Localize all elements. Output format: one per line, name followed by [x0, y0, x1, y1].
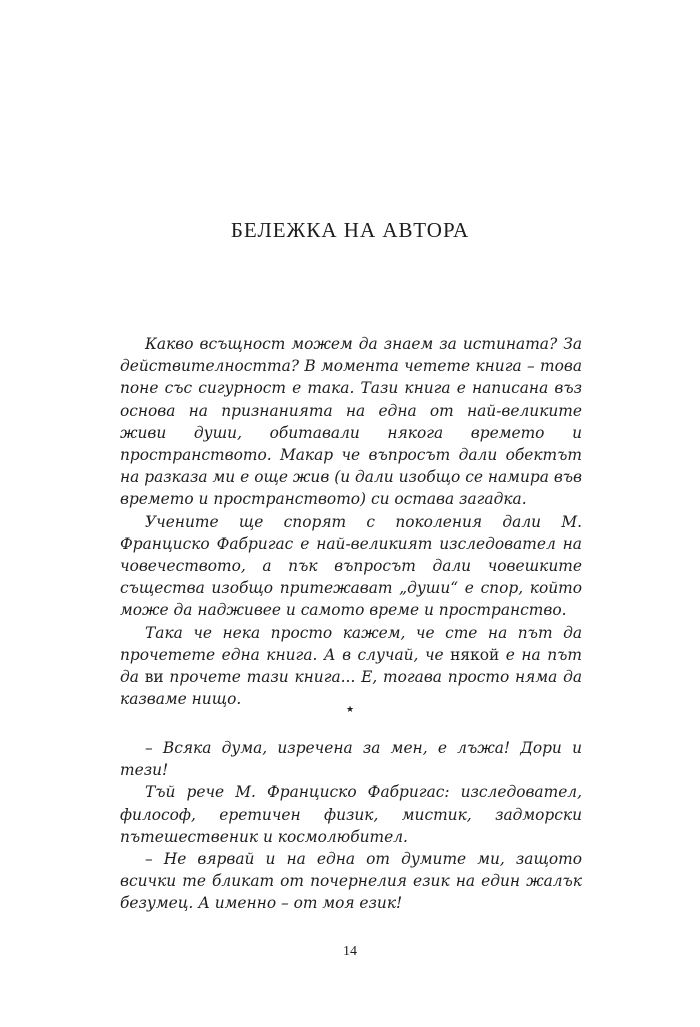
emphasis-word-you: ви: [144, 668, 164, 687]
quote-paragraph-1: – Всяка дума, изречена за мен, е лъжа! Дори и тези!: [120, 739, 582, 780]
emphasis-word-someone: някой: [450, 645, 500, 664]
page-number: 14: [343, 944, 357, 959]
paragraph-3-part-3: прочете тази книга... Е, тогава просто няма да казваме нищо.: [120, 668, 583, 709]
paragraph-3-part-2: е на път да: [120, 645, 582, 687]
quote-paragraph-3: – Не вярвай и на една от думите ми, защото всички те бликат от почернелия език на един жалък безумец. А именно – от моя език!: [120, 850, 582, 913]
paragraph-3-part-1: Така че нека просто кажем, че сте на път да прочетете една книга. А в случай, че: [120, 623, 582, 664]
paragraph-2: Учените ще спорят с поколения дали М. Франциско Фабригас е най-великият изследовател на човечеството, а пък въпросът дали човешките същества изобщо притежават „души“ е спор, който може да надживее и самото време и пространство.: [120, 512, 582, 620]
quote-text: [120, 737, 582, 915]
paragraph-3: [120, 622, 582, 711]
page-title: БЕЛЕЖКА НА АВТОРА: [230, 218, 470, 242]
quote-paragraph-2: Тъй рече М. Франциско Фабригас: изследовател, философ, еретичен физик, мистик, задморски пътешественик и космолюбител.: [120, 783, 582, 846]
paragraph-1: Какво всъщност можем да знаем за истината? За действителността? В момента четете книга – това поне със сигурност е така. Тази книга е написана въз основа на признанията на една от най-великите живи души, обитавали някога времето и пространството. Макар че въпросът дали обектът на разказа ми е още жив (и дали изобщо се намира във времето и пространството) си остава загадка.: [120, 335, 582, 509]
author-note-text: [120, 333, 582, 710]
section-separator-star-icon: ★: [345, 705, 355, 715]
